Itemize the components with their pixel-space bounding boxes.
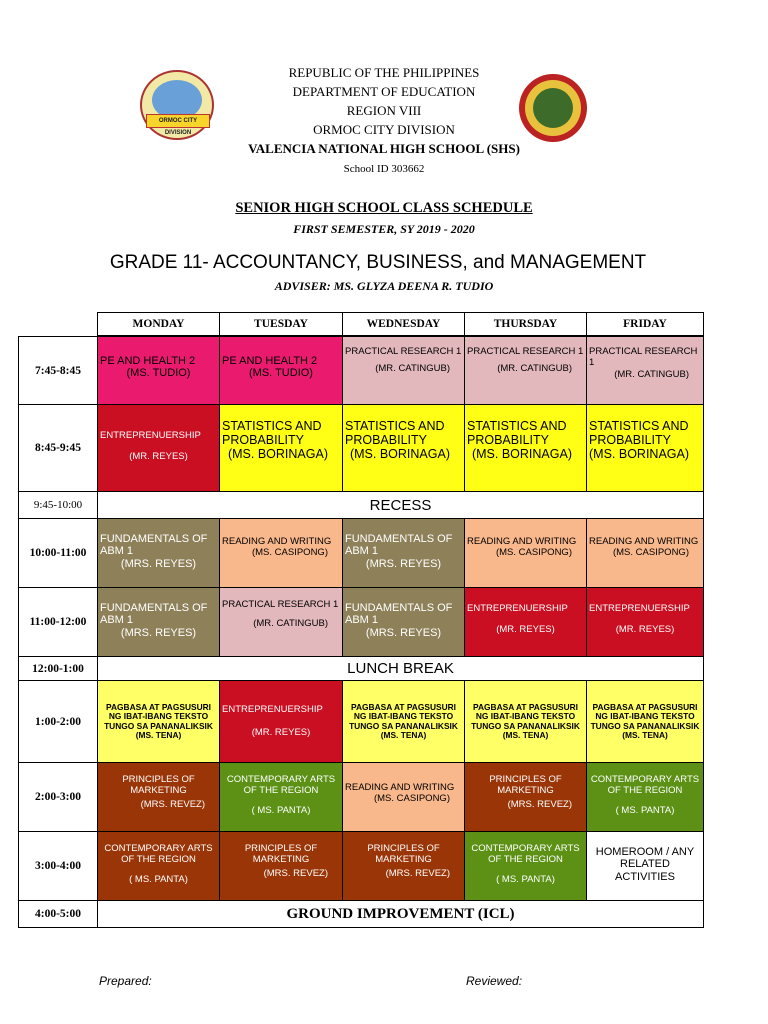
day-header-friday: FRIDAY xyxy=(586,312,704,336)
class-cell: PAGBASA AT PAGSUSURI NG IBAT-IBANG TEKSTO TUNGO SA PANANALIKSIK (MS. TENA) xyxy=(586,680,704,763)
recess-row: RECESS xyxy=(97,491,704,519)
reviewed-label: Reviewed: xyxy=(466,974,523,988)
time-slot: 10:00-11:00 xyxy=(18,518,98,588)
class-cell: FUNDAMENTALS OF ABM 1 (MRS. REYES) xyxy=(97,587,220,657)
logo-band-text: ORMOC CITY DIVISION xyxy=(146,114,210,128)
class-cell: PRINCIPLES OF MARKETING (MRS. REVEZ) xyxy=(342,831,465,901)
class-cell: ENTREPRENUERSHIP (MR. REYES) xyxy=(464,587,587,657)
ground-improvement-row: GROUND IMPROVEMENT (ICL) xyxy=(97,900,704,928)
lunch-break-row: LUNCH BREAK xyxy=(97,656,704,681)
class-cell: PRACTICAL RESEARCH 1 (MR. CATINGUB) xyxy=(586,336,704,405)
time-slot: 2:00-3:00 xyxy=(18,762,98,832)
class-cell: CONTEMPORARY ARTS OF THE REGION ( MS. PANTA) xyxy=(464,831,587,901)
day-header-wednesday: WEDNESDAY xyxy=(342,312,465,336)
class-cell: PAGBASA AT PAGSUSURI NG IBAT-IBANG TEKSTO TUNGO SA PANANALIKSIK (MS. TENA) xyxy=(342,680,465,763)
class-cell: FUNDAMENTALS OF ABM 1 (MRS. REYES) xyxy=(342,518,465,588)
adviser-label: ADVISER: MS. GLYZA DEENA R. TUDIO xyxy=(274,279,494,293)
time-slot: 3:00-4:00 xyxy=(18,831,98,901)
class-cell: PAGBASA AT PAGSUSURI NG IBAT-IBANG TEKSTO TUNGO SA PANANALIKSIK (MS. TENA) xyxy=(464,680,587,763)
time-slot: 7:45-8:45 xyxy=(18,336,98,405)
class-cell: ENTREPRENUERSHIP (MR. REYES) xyxy=(219,680,343,763)
class-cell: CONTEMPORARY ARTS OF THE REGION ( MS. PANTA) xyxy=(219,762,343,832)
class-cell: ENTREPRENUERSHIP (MR. REYES) xyxy=(586,587,704,657)
class-cell: PRACTICAL RESEARCH 1 (MR. CATINGUB) xyxy=(219,587,343,657)
class-cell: FUNDAMENTALS OF ABM 1 (MRS. REYES) xyxy=(97,518,220,588)
class-cell: STATISTICS AND PROBABILITY (MS. BORINAGA) xyxy=(219,404,343,492)
header-republic: REPUBLIC OF THE PHILIPPINES xyxy=(288,65,480,80)
class-cell: STATISTICS AND PROBABILITY (MS. BORINAGA) xyxy=(342,404,465,492)
class-cell: PRINCIPLES OF MARKETING (MRS. REVEZ) xyxy=(464,762,587,832)
class-cell: READING AND WRITING (MS. CASIPONG) xyxy=(342,762,465,832)
class-cell: PRACTICAL RESEARCH 1 (MR. CATINGUB) xyxy=(464,336,587,405)
day-header-tuesday: TUESDAY xyxy=(219,312,343,336)
time-slot: 8:45-9:45 xyxy=(18,404,98,492)
class-cell: ENTREPRENUERSHIP (MR. REYES) xyxy=(97,404,220,492)
prepared-label: Prepared: xyxy=(99,974,152,988)
class-cell: PAGBASA AT PAGSUSURI NG IBAT-IBANG TEKSTO TUNGO SA PANANALIKSIK (MS. TENA) xyxy=(97,680,220,763)
class-cell: STATISTICS AND PROBABILITY (MS. BORINAGA) xyxy=(586,404,704,492)
class-cell: READING AND WRITING (MS. CASIPONG) xyxy=(464,518,587,588)
grade-strand-heading: GRADE 11- ACCOUNTANCY, BUSINESS, and MANAGEMENT xyxy=(109,252,647,273)
class-cell: CONTEMPORARY ARTS OF THE REGION ( MS. PANTA) xyxy=(586,762,704,832)
class-cell: CONTEMPORARY ARTS OF THE REGION ( MS. PANTA) xyxy=(97,831,220,901)
school-id: School ID 303662 xyxy=(343,163,425,175)
class-cell: STATISTICS AND PROBABILITY (MS. BORINAGA) xyxy=(464,404,587,492)
class-cell: PRINCIPLES OF MARKETING (MRS. REVEZ) xyxy=(219,831,343,901)
class-cell: HOMEROOM / ANY RELATED ACTIVITIES xyxy=(586,831,704,901)
header-division: ORMOC CITY DIVISION xyxy=(313,122,455,137)
time-slot: 11:00-12:00 xyxy=(18,587,98,657)
day-header-monday: MONDAY xyxy=(97,312,220,336)
time-slot: 4:00-5:00 xyxy=(18,900,98,928)
class-cell: PRACTICAL RESEARCH 1 (MR. CATINGUB) xyxy=(342,336,465,405)
class-cell: FUNDAMENTALS OF ABM 1 (MRS. REYES) xyxy=(342,587,465,657)
time-slot: 12:00-1:00 xyxy=(18,656,98,681)
schedule-title: SENIOR HIGH SCHOOL CLASS SCHEDULE xyxy=(235,200,533,216)
header-region: REGION VIII xyxy=(346,103,422,118)
school-name: VALENCIA NATIONAL HIGH SCHOOL (SHS) xyxy=(248,141,520,156)
class-cell: PE AND HEALTH 2 (MS. TUDIO) xyxy=(219,336,343,405)
class-cell: READING AND WRITING (MS. CASIPONG) xyxy=(586,518,704,588)
class-cell: READING AND WRITING (MS. CASIPONG) xyxy=(219,518,343,588)
semester-label: FIRST SEMESTER, SY 2019 - 2020 xyxy=(293,222,475,236)
class-cell: PRINCIPLES OF MARKETING (MRS. REVEZ) xyxy=(97,762,220,832)
time-slot: 1:00-2:00 xyxy=(18,680,98,763)
time-slot: 9:45-10:00 xyxy=(18,491,98,519)
class-cell: PE AND HEALTH 2 (MS. TUDIO) xyxy=(97,336,220,405)
header-department: DEPARTMENT OF EDUCATION xyxy=(292,84,476,99)
day-header-thursday: THURSDAY xyxy=(464,312,587,336)
